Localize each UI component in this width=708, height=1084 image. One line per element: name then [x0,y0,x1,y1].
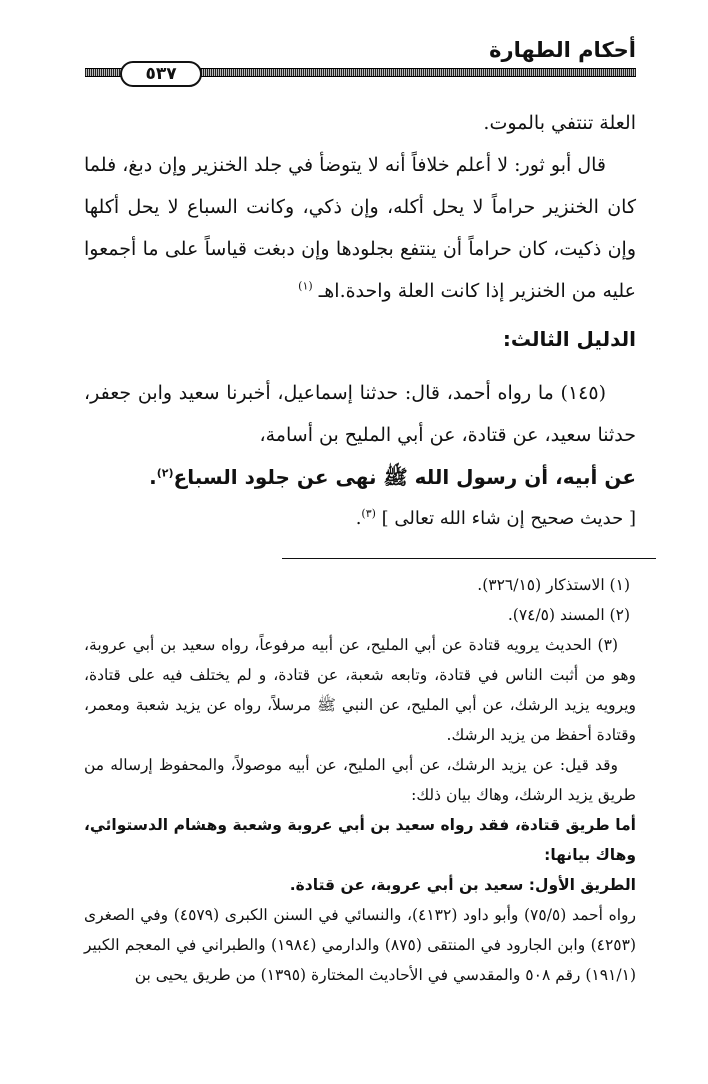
footnote-ref-2[interactable]: (٢) [156,466,174,480]
section-heading: الدليل الثالث: [502,327,636,351]
hadith-matn: عن أبيه، أن رسول الله ﷺ نهى عن جلود السباع [173,465,636,489]
footnote-2: (٢) المسند (٧٤/٥). [507,606,630,624]
spacer [84,360,636,372]
abu-thawr-text: قال أبو ثور: لا أعلم خلافاً أنه لا يتوضأ في جلد الخنزير وإن دبغ، فلما كان الخنزير حراماً لا يحل أكله، وإن ذكي، وكانت السباع لا يحل أكلها وإن ذكيت، كان حراماً أن ينتفع بجلودها وإن دبغت قياساً على ما أجمعوا عليه من الخنزير إذا كانت العلة واحدة.اهـ [84,154,636,302]
footnotes [84,570,636,990]
footnote-1: (١) الاستذكار (٣٢٦/١٥). [477,576,630,594]
paragraph-isnad: (١٤٥) ما رواه أحمد، قال: حدثنا إسماعيل، أخبرنا سعيد وابن جعفر، حدثنا سعيد، عن قتادة، عن أبي المليح بن أسامة، [84,382,636,446]
ruling-text: [ حديث صحيح إن شاء الله تعالى ] [381,508,636,529]
hadith-period: . [149,465,157,489]
hadith-text [84,456,636,498]
footnote-separator [282,558,656,559]
footnote-ref-1[interactable]: (١) [298,279,313,293]
hadith-ruling [84,498,636,540]
paragraph-abu-thawr [84,144,636,312]
footnote-3: (٣) الحديث يرويه قتادة عن أبي المليح، عن أبيه مرفوعاً، رواه سعيد بن أبي عروبة، وهو من أثبت الناس في قتادة، وتابعه شعبة، عن قتادة، و لم يختلف فيه على قتادة، ويرويه يزيد الرشك، عن أبي المليح، عن النبي ﷺ مرسلاً، رواه عن يزيد شعبة ومعمر، وقتادة أحفظ من يزيد الرشك. [84,636,636,744]
footnote-3-continued: وقد قيل: عن يزيد الرشك، عن أبي المليح، عن أبيه موصولاً، والمحفوظ إرساله من طريق يزيد الرشك، وهاك بيان ذلك: [84,756,636,804]
footnote-3-first-route: الطريق الأول: سعيد بن أبي عروبة، عن قتادة. [289,876,636,894]
footnote-3-qatada-route: أما طريق قتادة، فقد رواه سعيد بن أبي عروبة وشعبة وهشام الدستوائي، وهاك بيانها: [84,816,636,864]
main-text [84,102,636,540]
page-number: ٥٣٧ [120,61,202,87]
ruling-period: . [355,508,362,529]
paragraph-1: العلة تنتفي بالموت. [483,112,636,134]
footnote-ref-3[interactable]: (٣) [361,507,376,520]
footnote-3-takhrij: رواه أحمد (٧٥/٥) وأبو داود (٤١٣٢)، والنسائي في السنن الكبرى (٤٥٧٩) وفي الصغرى (٤٢٥٣) وابن الجارود في المنتقى (٨٧٥) والدارمي (١٩٨٤) والطبراني في المعجم الكبير (١٩١/١) رقم ٥٠٨ والمقدسي في الأحاديث المختارة (١٣٩٥) من طريق يحيى بن [84,906,636,984]
running-title: أحكام الطهارة [489,38,636,62]
